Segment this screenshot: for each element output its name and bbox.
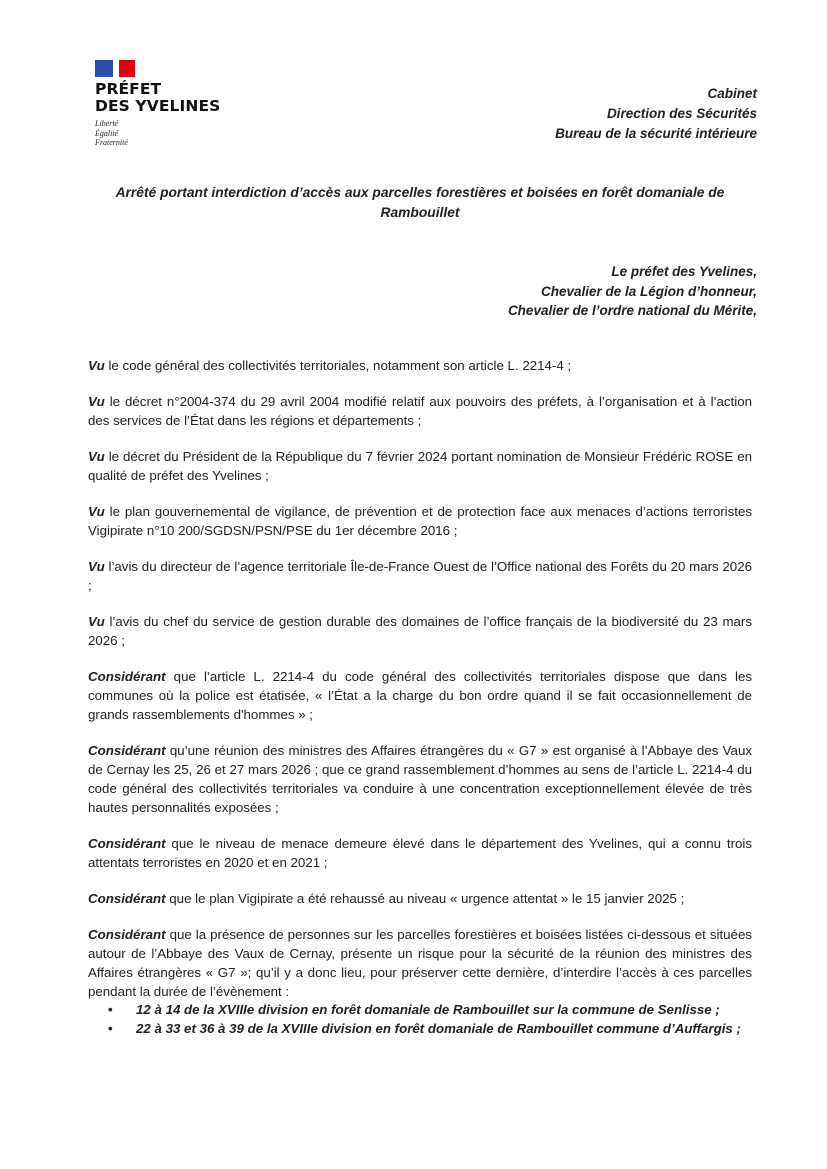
prefecture-logo [95,60,235,148]
visa-paragraph: Vu le décret du Président de la République du 7 février 2024 portant nomination de Monsieur Frédéric ROSE en qualité de préfet des Yvelines ; [88,449,752,483]
parcel-list-item: • 22 à 33 et 36 à 39 de la XVIIIe division en forêt domaniale de Rambouillet commune d’Auffargis ; [88,1020,752,1039]
bullet-icon: • [108,1020,113,1036]
issuing-office [555,84,757,144]
signatory-block: Le préfet des Yvelines, Chevalier de la Légion d’honneur, Chevalier de l’ordre national du Mérite, [507,264,757,318]
document-title: Arrêté portant interdiction d’accès aux parcelles forestières et boisées en forêt domaniale de Rambouillet [115,185,725,220]
parcel-list [88,1001,752,1038]
considerant-paragraph: Considérant que la présence de personnes sur les parcelles forestières et boisées listées ci-dessous et situées autour de l’Abbaye des Vaux de Cernay, présente un risque pour la sécurité de la réunion des ministres des Affaires étrangères « G7 »; qu’il y a donc lieu, pour préserver cette dernière, d’interdire l’accès à ces parcelles pendant la durée de l’évènement : [88,927,752,999]
considerant-paragraph: Considérant que l’article L. 2214-4 du code général des collectivités territoriales dispose que dans les communes où la police est étatisée, « l’État a la charge du bon ordre quand il se fait occasionnellement de grands rassemblements d'hommes » ; [88,669,752,722]
visa-paragraph: Vu le plan gouvernemental de vigilance, de prévention et de protection face aux menaces d’actions terroristes Vigipirate n°10 200/SGDSN/PSN/PSE du 1er décembre 2016 ; [88,504,752,538]
office-bureau: Bureau de la sécurité intérieure [555,126,757,141]
parcel-list-item: • 12 à 14 de la XVIIIe division en forêt domaniale de Rambouillet sur la commune de Senlisse ; [88,1001,752,1020]
considerant-paragraph: Considérant que le niveau de menace demeure élevé dans le département des Yvelines, qui a connu trois attentats terroristes en 2020 et en 2021 ; [88,836,752,870]
logo-title: PRÉFET DES YVELINES [95,80,221,115]
considerant-paragraph: Considérant que le plan Vigipirate a été rehaussé au niveau « urgence attentat » le 15 janvier 2025 ; [88,891,685,906]
office-cabinet: Cabinet [707,86,757,101]
document-body [88,356,752,1038]
french-flag-icon [95,60,135,77]
visa-paragraph: Vu le décret n°2004-374 du 29 avril 2004 modifié relatif aux pouvoirs des préfets, à l’organisation et à l’action des services de l’État dans les régions et départements ; [88,394,752,428]
office-direction: Direction des Sécurités [606,106,757,121]
considerant-paragraph: Considérant qu’une réunion des ministres des Affaires étrangères du « G7 » est organisé à l’Abbaye des Vaux de Cernay les 25, 26 et 27 mars 2026 ; que ce grand rassemblement d’hommes au sens de l’article L. 2214-4 du code général des collectivités territoriales va conduire à une concentration exceptionnellement élevée de très hautes personnalités exposées ; [88,743,752,815]
visa-paragraph: Vu l’avis du chef du service de gestion durable des domaines de l’office français de la biodiversité du 23 mars 2026 ; [88,614,752,648]
republic-motto: Liberté Égalité Fraternité [95,119,128,147]
visa-paragraph: Vu l’avis du directeur de l’agence territoriale Île-de-France Ouest de l’Office national des Forêts du 20 mars 2026 ; [88,559,752,593]
visa-paragraph: Vu le code général des collectivités territoriales, notamment son article L. 2214-4 ; [88,358,572,373]
bullet-icon: • [108,1002,113,1017]
